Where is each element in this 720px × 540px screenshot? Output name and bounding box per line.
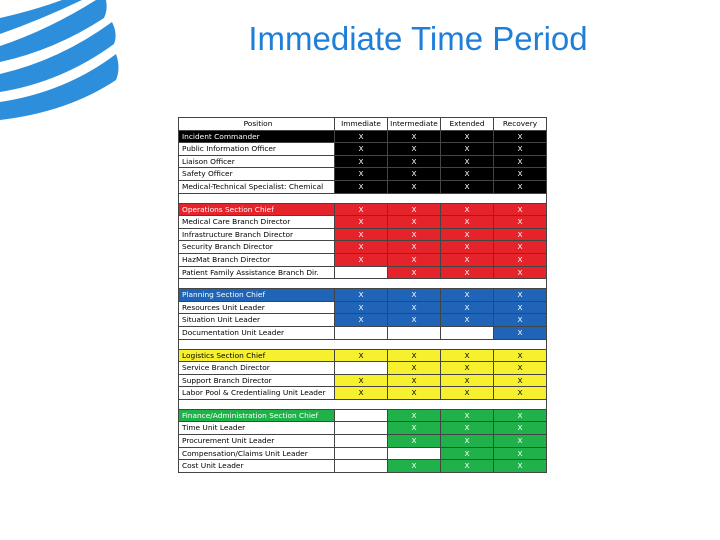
position-name: Patient Family Assistance Branch Dir. (179, 266, 335, 279)
position-name: Situation Unit Leader (179, 314, 335, 327)
period-mark: X (388, 349, 441, 362)
header-intermediate: Intermediate (388, 118, 441, 131)
position-name: Time Unit Leader (179, 422, 335, 435)
table-row (179, 422, 547, 435)
table-row (179, 314, 547, 327)
period-mark (335, 362, 388, 375)
position-name: Support Branch Director (179, 374, 335, 387)
period-mark: X (441, 155, 494, 168)
period-mark: X (494, 130, 547, 143)
position-name: Resources Unit Leader (179, 301, 335, 314)
period-mark: X (494, 326, 547, 339)
period-mark: X (335, 216, 388, 229)
period-mark: X (441, 130, 494, 143)
position-name: Liaison Officer (179, 155, 335, 168)
period-mark: X (335, 168, 388, 181)
section-chief-position: Planning Section Chief (179, 289, 335, 302)
position-name: Medical Care Branch Director (179, 216, 335, 229)
position-name: HazMat Branch Director (179, 253, 335, 266)
table-header-row (179, 118, 547, 131)
period-mark: X (388, 130, 441, 143)
period-mark: X (441, 422, 494, 435)
position-name: Cost Unit Leader (179, 460, 335, 473)
period-mark: X (494, 155, 547, 168)
period-mark: X (441, 362, 494, 375)
period-mark: X (335, 349, 388, 362)
table-row (179, 349, 547, 362)
period-mark: X (335, 143, 388, 156)
position-name: Medical-Technical Specialist: Chemical (179, 180, 335, 193)
table-row (179, 228, 547, 241)
period-mark: X (335, 253, 388, 266)
header-position: Position (179, 118, 335, 131)
period-mark: X (388, 374, 441, 387)
spacer-cell (179, 399, 547, 409)
spacer-cell (179, 339, 547, 349)
period-mark: X (335, 180, 388, 193)
position-name: Procurement Unit Leader (179, 435, 335, 448)
period-mark: X (388, 435, 441, 448)
period-mark (388, 447, 441, 460)
period-mark: X (494, 422, 547, 435)
period-mark: X (388, 228, 441, 241)
position-name: Public Information Officer (179, 143, 335, 156)
period-mark: X (388, 168, 441, 181)
period-mark (335, 326, 388, 339)
period-mark: X (388, 289, 441, 302)
table-row (179, 168, 547, 181)
period-mark: X (388, 180, 441, 193)
period-mark (335, 422, 388, 435)
section-chief-position: Incident Commander (179, 130, 335, 143)
period-mark: X (441, 289, 494, 302)
period-mark: X (441, 266, 494, 279)
period-mark: X (441, 228, 494, 241)
period-mark: X (335, 155, 388, 168)
period-mark: X (388, 362, 441, 375)
table-row (179, 409, 547, 422)
period-mark: X (441, 241, 494, 254)
period-mark: X (335, 289, 388, 302)
period-mark: X (494, 362, 547, 375)
period-mark: X (388, 203, 441, 216)
period-mark: X (441, 301, 494, 314)
period-mark: X (494, 180, 547, 193)
period-mark (335, 435, 388, 448)
period-mark: X (335, 130, 388, 143)
period-mark: X (494, 374, 547, 387)
spacer-cell (179, 193, 547, 203)
section-chief-position: Logistics Section Chief (179, 349, 335, 362)
period-mark: X (388, 301, 441, 314)
position-name: Service Branch Director (179, 362, 335, 375)
section-spacer (179, 339, 547, 349)
period-mark: X (441, 203, 494, 216)
period-mark: X (441, 374, 494, 387)
period-mark: X (494, 447, 547, 460)
table-row (179, 130, 547, 143)
position-name: Labor Pool & Credentialing Unit Leader (179, 387, 335, 400)
period-mark: X (335, 203, 388, 216)
period-mark: X (388, 460, 441, 473)
period-mark: X (494, 253, 547, 266)
section-spacer (179, 279, 547, 289)
period-mark (388, 326, 441, 339)
table-row (179, 143, 547, 156)
period-mark: X (335, 387, 388, 400)
position-time-period-table (178, 117, 547, 473)
table-row (179, 216, 547, 229)
table-row (179, 387, 547, 400)
table-row (179, 289, 547, 302)
period-mark (335, 447, 388, 460)
period-mark: X (441, 409, 494, 422)
period-mark: X (494, 387, 547, 400)
period-mark: X (494, 168, 547, 181)
period-mark: X (441, 349, 494, 362)
period-mark: X (494, 266, 547, 279)
spacer-cell (179, 279, 547, 289)
period-mark: X (441, 180, 494, 193)
period-mark: X (441, 460, 494, 473)
period-mark: X (494, 228, 547, 241)
section-spacer (179, 193, 547, 203)
period-mark: X (441, 253, 494, 266)
period-mark: X (494, 203, 547, 216)
header-recovery: Recovery (494, 118, 547, 131)
period-mark: X (441, 143, 494, 156)
section-spacer (179, 399, 547, 409)
period-mark: X (335, 228, 388, 241)
period-mark: X (388, 266, 441, 279)
table-row (179, 374, 547, 387)
period-mark (335, 409, 388, 422)
table-row (179, 460, 547, 473)
period-mark (335, 460, 388, 473)
table-row (179, 155, 547, 168)
section-chief-position: Finance/Administration Section Chief (179, 409, 335, 422)
period-mark: X (494, 435, 547, 448)
header-immediate: Immediate (335, 118, 388, 131)
period-mark (441, 326, 494, 339)
position-name: Compensation/Claims Unit Leader (179, 447, 335, 460)
period-mark: X (335, 241, 388, 254)
table-row (179, 241, 547, 254)
page-title: Immediate Time Period (248, 20, 588, 57)
organization-logo (0, 0, 122, 122)
period-mark: X (441, 216, 494, 229)
period-mark: X (335, 314, 388, 327)
table-row (179, 203, 547, 216)
period-mark: X (494, 460, 547, 473)
period-mark: X (388, 314, 441, 327)
table-row (179, 266, 547, 279)
period-mark: X (441, 314, 494, 327)
table-row (179, 301, 547, 314)
table-row (179, 180, 547, 193)
table-row (179, 447, 547, 460)
period-mark: X (441, 387, 494, 400)
period-mark: X (494, 216, 547, 229)
table-row (179, 362, 547, 375)
header-extended: Extended (441, 118, 494, 131)
period-mark: X (388, 143, 441, 156)
period-mark: X (494, 289, 547, 302)
period-mark: X (388, 409, 441, 422)
period-mark: X (388, 216, 441, 229)
period-mark: X (441, 435, 494, 448)
period-mark: X (388, 387, 441, 400)
period-mark: X (494, 241, 547, 254)
period-mark: X (388, 422, 441, 435)
period-mark: X (494, 349, 547, 362)
position-name: Infrastructure Branch Director (179, 228, 335, 241)
period-mark: X (388, 155, 441, 168)
section-chief-position: Operations Section Chief (179, 203, 335, 216)
period-mark: X (494, 409, 547, 422)
table-row (179, 253, 547, 266)
table-row (179, 435, 547, 448)
period-mark: X (388, 241, 441, 254)
period-mark: X (335, 301, 388, 314)
position-name: Safety Officer (179, 168, 335, 181)
position-name: Documentation Unit Leader (179, 326, 335, 339)
period-mark: X (388, 253, 441, 266)
period-mark: X (494, 314, 547, 327)
period-mark: X (335, 374, 388, 387)
period-mark: X (441, 447, 494, 460)
table-row (179, 326, 547, 339)
period-mark (335, 266, 388, 279)
period-mark: X (494, 143, 547, 156)
position-name: Security Branch Director (179, 241, 335, 254)
period-mark: X (494, 301, 547, 314)
period-mark: X (441, 168, 494, 181)
